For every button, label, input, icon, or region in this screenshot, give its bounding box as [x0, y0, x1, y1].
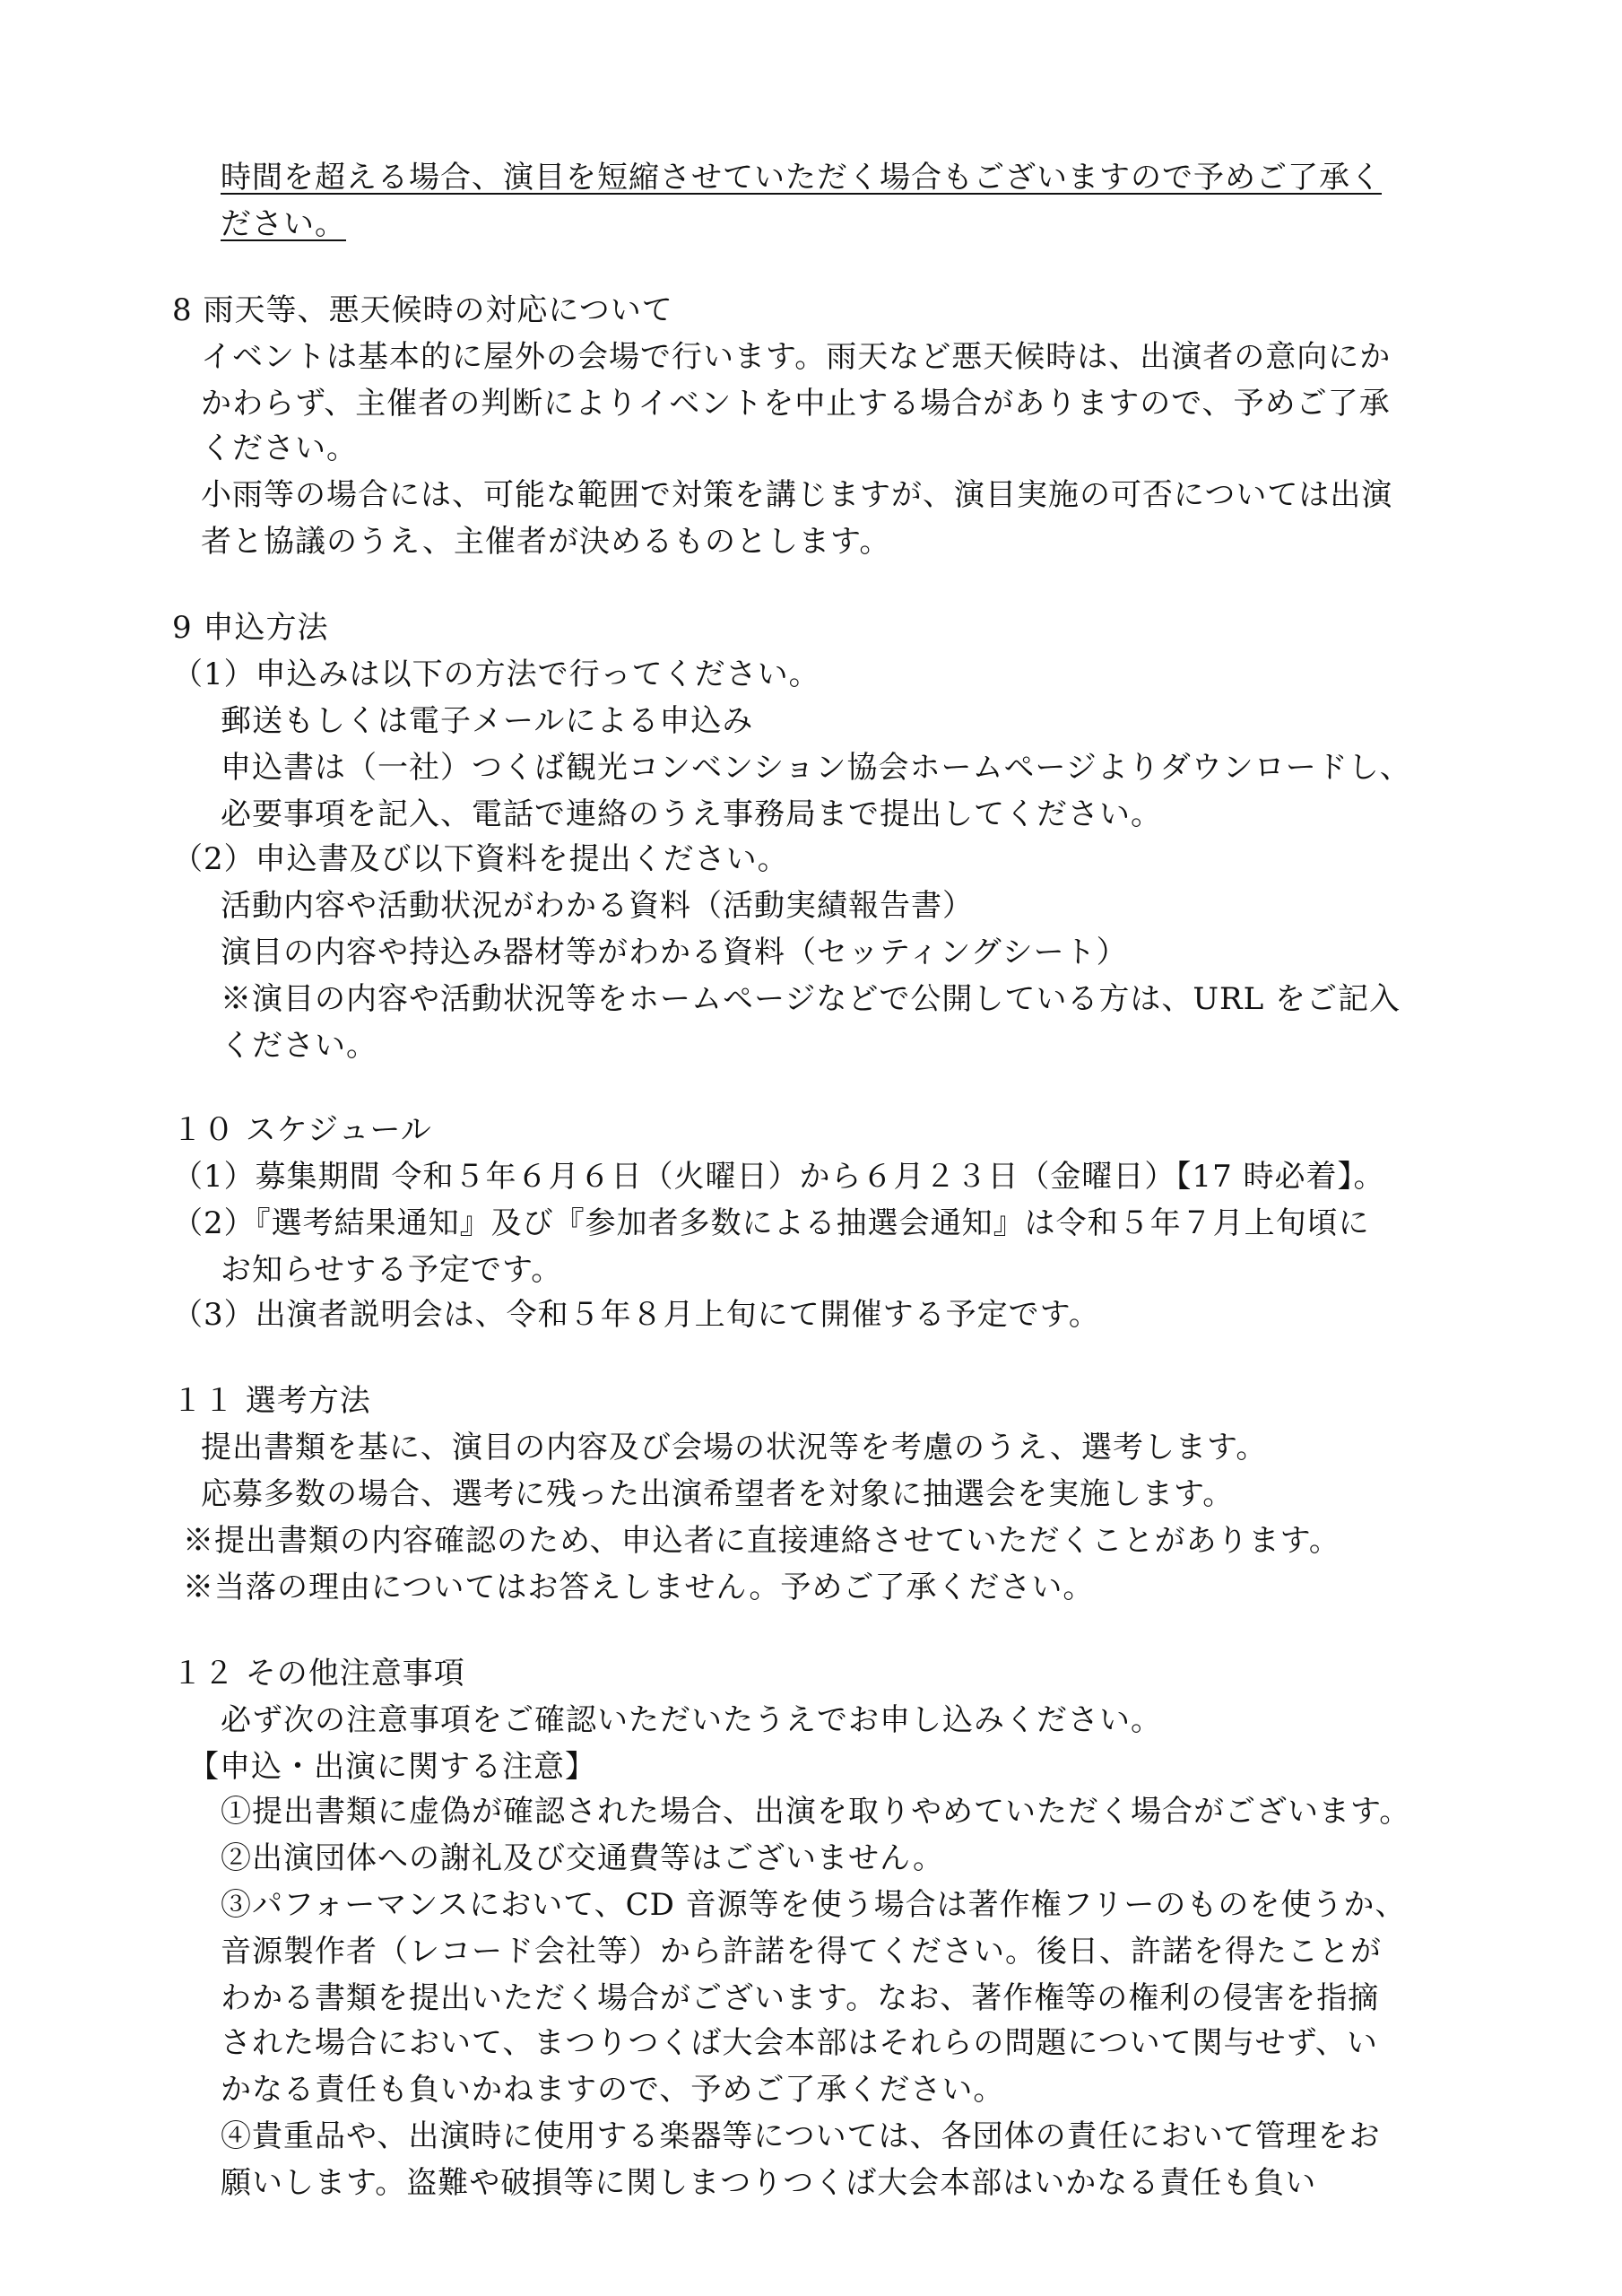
section-9-item-1: （1）申込みは以下の方法で行ってください。: [172, 657, 820, 692]
section-8-p2-line-2: 者と協議のうえ、主催者が決めるものとします。: [201, 524, 891, 560]
intro-line-2: ださい。: [221, 206, 346, 242]
section-12-note-2: ②出演団体への謝礼及び交通費等はございません。: [221, 1840, 945, 1876]
section-8-p1-line-3: ください。: [201, 430, 358, 466]
section-10-item-2-line-2: お知らせする予定です。: [221, 1252, 563, 1288]
section-11-line-4: ※当落の理由についてはお答えしません。予めご了承ください。: [183, 1570, 1095, 1605]
section-12-note-1: ①提出書類に虚偽が確認された場合、出演を取りやめていただく場合がございます。: [221, 1794, 1411, 1830]
section-9-item-1b-line-2: 必要事項を記入、電話で連絡のうえ事務局まで提出してください。: [221, 796, 1162, 832]
section-11-line-2: 応募多数の場合、選考に残った出演希望者を対象に抽選会を実施します。: [201, 1476, 1235, 1512]
section-9-item-1b-line-1: 申込書は（一社）つくば観光コンベンション協会ホームページよりダウンロードし、: [221, 750, 1411, 786]
section-8-p1-line-1: イベントは基本的に屋外の会場で行います。雨天など悪天候時は、出演者の意向にか: [201, 339, 1392, 375]
section-10-heading: １０ スケジュール: [172, 1112, 432, 1148]
section-11-heading: １１ 選考方法: [172, 1383, 371, 1419]
section-8-heading: 8 雨天等、悪天候時の対応について: [172, 292, 673, 328]
section-12-intro: 必ず次の注意事項をご確認いただいたうえでお申し込みください。: [221, 1702, 1162, 1738]
section-10-item-3: （3）出演者説明会は、令和５年８月上旬にて開催する予定です。: [172, 1297, 1100, 1333]
section-9-item-2b: 演目の内容や持込み器材等がわかる資料（セッティングシート）: [221, 935, 1128, 970]
section-9-item-2a: 活動内容や活動状況がわかる資料（活動実績報告書）: [221, 888, 974, 924]
section-9-item-2c-line-2: ください。: [221, 1028, 377, 1064]
section-12-note-3-line-2: 音源製作者（レコード会社等）から許諾を得てください。後日、許諾を得たことが: [221, 1934, 1382, 1970]
section-9-heading: 9 申込方法: [172, 610, 329, 646]
section-11-line-3: ※提出書類の内容確認のため、申込者に直接連絡させていただくことがあります。: [183, 1523, 1340, 1559]
section-12-note-3-line-4: された場合において、まつりつくば大会本部はそれらの問題について関与せず、い: [221, 2025, 1378, 2061]
section-10-item-2-line-1: （2）『選考結果通知』及び『参加者多数による抽選会通知』は令和５年７月上旬頃に: [172, 1205, 1370, 1241]
section-9-item-2: （2）申込書及び以下資料を提出ください。: [172, 841, 789, 877]
section-9-item-2c-line-1: ※演目の内容や活動状況等をホームページなどで公開している方は、URL をご記入: [221, 981, 1401, 1017]
section-12-note-3-line-1: ③パフォーマンスにおいて、CD 音源等を使う場合は著作権フリーのものを使うか、: [221, 1887, 1407, 1923]
intro-line-1: 時間を超える場合、演目を短縮させていただく場合もございますので予めご了承く: [221, 160, 1382, 196]
section-8-p2-line-1: 小雨等の場合には、可能な範囲で対策を講じますが、演目実施の可否については出演: [201, 477, 1393, 513]
section-12-subheading: 【申込・出演に関する注意】: [188, 1749, 596, 1785]
section-12-note-4-line-2: 願いします。盗難や破損等に関しまつりつくば大会本部はいかなる責任も負い: [221, 2165, 1317, 2201]
section-12-heading: １２ その他注意事項: [172, 1656, 465, 1692]
section-10-item-1: （1）募集期間 令和５年６月６日（火曜日）から６月２３日（金曜日）【17 時必着】。: [172, 1159, 1385, 1195]
section-11-line-1: 提出書類を基に、演目の内容及び会場の状況等を考慮のうえ、選考します。: [201, 1430, 1268, 1465]
section-8-p1-line-2: かわらず、主催者の判断によりイベントを中止する場合がありますので、予めご了承: [201, 386, 1391, 422]
section-9-item-1a: 郵送もしくは電子メールによる申込み: [221, 703, 754, 739]
section-12-note-3-line-5: かなる責任も負いかねますので、予めご了承ください。: [221, 2072, 1005, 2108]
section-12-note-3-line-3: わかる書類を提出いただく場合がございます。なお、著作権等の権利の侵害を指摘: [221, 1980, 1380, 2016]
section-12-note-4-line-1: ④貴重品や、出演時に使用する楽器等については、各団体の責任において管理をお: [221, 2118, 1381, 2154]
